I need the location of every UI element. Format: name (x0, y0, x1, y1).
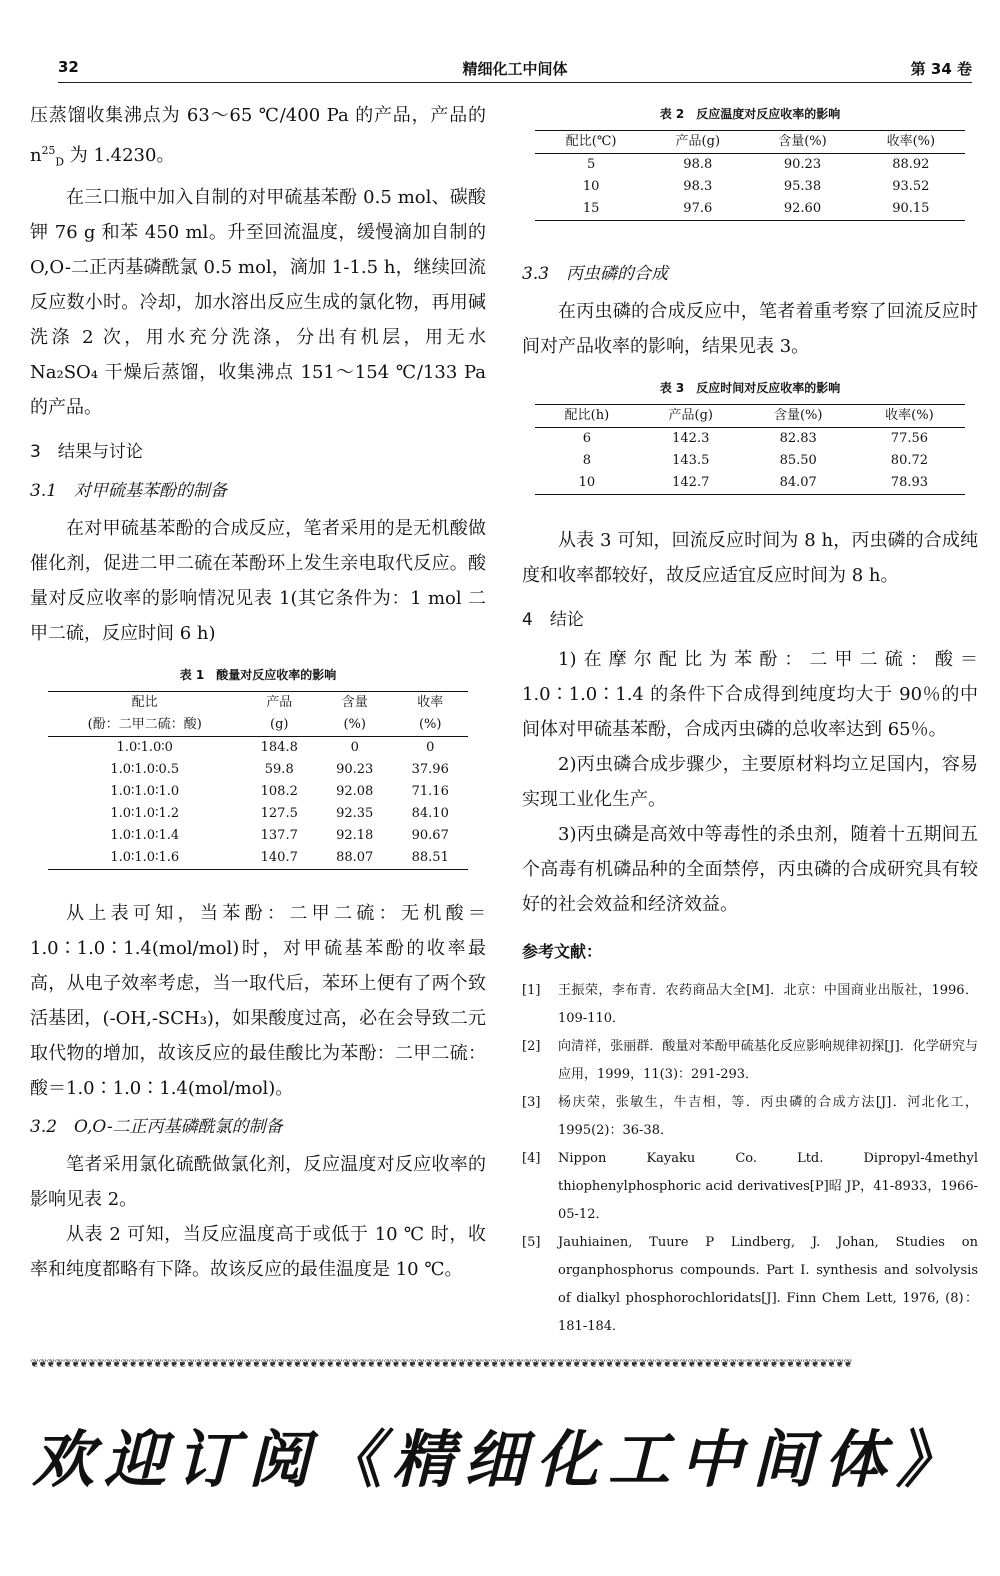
table2-cell: 98.3 (683, 179, 713, 194)
table1-cell: 1.0∶1.0∶0.5 (110, 761, 180, 777)
table3-cell: 82.83 (779, 431, 817, 446)
table1-header-cell: 收率 (392, 691, 468, 714)
table1-cell: 1.0∶1.0∶0 (116, 739, 173, 755)
table1-cell: 84.10 (411, 805, 449, 821)
table3-header-cell: 产品(g) (639, 405, 743, 428)
paragraph-table2-discussion: 从表 2 可知，当反应温度高于或低于 10 ℃ 时，收率和纯度都略有下降。故该反应的最佳温度是 10 ℃。 (30, 1223, 486, 1280)
table2-cell: 97.6 (647, 198, 748, 221)
table3-cell: 142.3 (672, 431, 710, 446)
table2-cell: 95.38 (783, 179, 822, 194)
table3-cell: 77.56 (890, 431, 929, 446)
table1-cell: 88.51 (392, 847, 468, 870)
references-title: 参考文献： (522, 942, 603, 961)
paragraph-reflux-time: 在丙虫磷的合成反应中，笔者着重考察了回流反应时间对产品收率的影响，结果见表 3。 (522, 301, 978, 357)
reference-item (522, 1033, 978, 1089)
table2-row (535, 154, 965, 177)
reference-text: Jauhiainen, Tuure P Lindberg, J. Johan, Studies on organphosphorus compounds. Part I. synthesis and solvolysis of dialkyl phosphorochloridats[J]. Finn Chem Lett, 1976, (8)：181-184． (558, 1235, 978, 1334)
table1-cell: 0 (426, 739, 435, 755)
table2-header-cell: 产品(g) (647, 131, 748, 154)
table2-header-cell: 配比(℃) (535, 131, 647, 154)
table2-cell: 5 (586, 157, 596, 172)
volume-label: 第 34 卷 (910, 60, 972, 78)
table1-header-cell: (%) (317, 714, 392, 737)
references-list (522, 977, 978, 1341)
table2-header-cell: 含量(%) (748, 131, 856, 154)
reference-text: 杨庆荣，张敏生，牛吉相，等．丙虫磷的合成方法[J]．河北化工，1995(2)：36-38． (558, 1095, 978, 1138)
table1 (48, 691, 468, 870)
table2-cell: 90.23 (783, 157, 822, 172)
reference-number: [5] (522, 1235, 541, 1250)
table2-row (535, 198, 965, 221)
table3-row (535, 472, 965, 495)
header-rule (58, 82, 972, 83)
table2-header-cell: 收率(%) (857, 131, 965, 154)
section-heading-3: 3 结果与讨论 (30, 441, 143, 462)
table1-header-row (48, 691, 468, 714)
reference-text: Nippon Kayaku Co. Ltd. Dipropyl-4methyl thiophenylphosphoric acid derivatives[P]昭 JP，41-8933，1966-05-12． (558, 1151, 978, 1222)
table1-row (48, 781, 468, 803)
table3-cell: 6 (582, 431, 592, 446)
table3-cell: 85.50 (779, 453, 817, 468)
table3-row (535, 428, 965, 451)
table2-row (535, 176, 965, 198)
table1-cell: 92.18 (336, 827, 374, 843)
table1-header-cell: (酚：二甲二硫：酸) (48, 714, 242, 737)
paragraph-chlorination: 笔者采用氯化硫酰做氯化剂，反应温度对反应收率的影响见表 2。 (30, 1153, 486, 1210)
table1-header-cell: 配比 (48, 691, 242, 714)
left-column (30, 98, 486, 1287)
table3-header-row (535, 405, 965, 428)
reference-number: [3] (522, 1095, 541, 1110)
table1-cell: 1.0∶1.0∶1.2 (110, 805, 180, 821)
journal-name: 精细化工中间体 (462, 60, 568, 78)
table1-cell: 0 (350, 739, 359, 755)
table1-cell: 88.07 (317, 847, 392, 870)
table1-header-cell: (g) (242, 714, 317, 737)
table3-cell: 84.07 (743, 472, 854, 495)
paragraph-table1-discussion: 从上表可知，当苯酚：二甲二硫：无机酸＝1.0∶1.0∶1.4(mol/mol)时，对甲硫基苯酚的收率最高，从电子效率考虑，当一取代后，苯环上便有了两个致活基团，(-OH,-SCH₃)，如果酸度过高，必在会导致二元取代物的增加，故该反应的最佳酸比为苯酚：二甲二硫：酸＝1.0∶1.0∶1.4(mol/mol)。 (30, 902, 486, 1099)
table1-cell: 90.23 (336, 761, 374, 777)
table3-caption: 表 3 反应时间对反应收率的影响 (659, 381, 841, 395)
table3-cell: 8 (582, 453, 592, 468)
right-column (522, 98, 978, 1341)
subsection-heading-3-2: 3.2 O,O-二正丙基磷酰氯的制备 (30, 1116, 283, 1137)
table2-caption: 表 2 反应温度对反应收率的影响 (659, 107, 841, 121)
reference-number: [1] (522, 983, 541, 998)
table1-header-cell: 含量 (317, 691, 392, 714)
reference-item (522, 1229, 978, 1341)
reference-item (522, 977, 978, 1033)
table1-row (48, 825, 468, 847)
paragraph-table3-discussion: 从表 3 可知，回流反应时间为 8 h，丙虫磷的合成纯度和收率都较好，故反应适宜反应时间为 8 h。 (522, 530, 978, 586)
table1-cell: 92.35 (336, 805, 374, 821)
table1-header-cell: 产品 (242, 691, 317, 714)
table1-cell: 184.8 (260, 739, 298, 755)
table3-header-cell: 收率(%) (854, 405, 965, 428)
table2-cell: 93.52 (892, 179, 930, 194)
table2-cell: 15 (535, 198, 647, 221)
table2 (535, 130, 965, 221)
table3-header-cell: 配比(h) (535, 405, 639, 428)
subscription-banner: 欢迎订阅《精细化工中间体》 (31, 1423, 968, 1496)
table1-row (48, 736, 468, 759)
table3-cell: 142.7 (639, 472, 743, 495)
table1-cell: 1.0∶1.0∶1.6 (48, 847, 242, 870)
paragraph-procedure: 在三口瓶中加入自制的对甲硫基苯酚 0.5 mol、碳酸钾 76 g 和苯 450 ml。升至回流温度，缓慢滴加自制的 O,O-二正丙基磷酰氯 0.5 mol，滴加 1-1.5 h，继续回流反应数小时。冷却，加水溶出反应生成的氯化物，再用碱洗涤 2 次，用水充分洗涤，分出有机层，用无水 Na₂SO₄ 干燥后蒸馏，收集沸点 151～154 ℃/133 Pa 的产品。 (30, 186, 486, 418)
reference-number: [4] (522, 1151, 541, 1166)
table1-cell: 127.5 (260, 805, 298, 821)
table1-cell: 1.0∶1.0∶1.0 (110, 783, 180, 799)
table2-cell: 92.60 (748, 198, 856, 221)
page-number: 32 (58, 58, 79, 76)
table1-row (48, 759, 468, 781)
reference-item (522, 1089, 978, 1145)
table1-cell: 37.96 (411, 761, 449, 777)
reference-number: [2] (522, 1039, 541, 1054)
table2-cell: 10 (582, 179, 600, 194)
reference-item (522, 1145, 978, 1229)
table3-row (535, 450, 965, 472)
table2-cell: 90.15 (857, 198, 965, 221)
paragraph-acid-catalyst: 在对甲硫基苯酚的合成反应，笔者采用的是无机酸做催化剂，促进二甲二硫在苯酚环上发生亲电取代反应。酸量对反应收率的影响情况见表 1(其它条件为：1 mol 二甲二硫，反应时间 6 h) (30, 517, 486, 644)
table2-header-row (535, 131, 965, 154)
table3 (535, 404, 965, 495)
subsection-heading-3-1: 3.1 对甲硫基苯酚的制备 (30, 480, 228, 501)
table2-cell: 98.8 (683, 157, 713, 172)
conclusion-3: 3)丙虫磷是高效中等毒性的杀虫剂，随着十五期间五个高毒有机磷品种的全面禁停，丙虫磷的合成研究具有较好的社会效益和经济效益。 (522, 824, 978, 915)
conclusion-2: 2)丙虫磷合成步骤少，主要原材料均立足国内，容易实现工业化生产。 (522, 754, 978, 810)
table1-cell: 108.2 (260, 783, 298, 799)
table3-header-cell: 含量(%) (743, 405, 854, 428)
subsection-heading-3-3: 3.3 丙虫磷的合成 (522, 264, 669, 284)
table1-cell: 71.16 (411, 783, 449, 799)
table1-cell: 92.08 (336, 783, 374, 799)
table1-cell: 90.67 (411, 827, 449, 843)
table1-header-row (48, 714, 468, 737)
table1-cell: 1.0∶1.0∶1.4 (110, 827, 180, 843)
paragraph-distillation: 压蒸馏收集沸点为 63～65 ℃/400 Pa 的产品，产品的 $n^{25}_D$ 为 1.4230。 (30, 105, 486, 169)
table1-row (48, 803, 468, 825)
table3-cell: 143.5 (672, 453, 710, 468)
table1-cell: 140.7 (242, 847, 317, 870)
reference-text: 王振荣，李布青．农药商品大全[M]．北京：中国商业出版社，1996．109-110． (558, 983, 978, 1026)
table1-row (48, 847, 468, 870)
table3-cell: 78.93 (854, 472, 965, 495)
running-header (58, 54, 972, 80)
conclusion-1: 1)在摩尔配比为苯酚：二甲二硫：酸＝1.0∶1.0∶1.4 的条件下合成得到纯度均大于 90％的中间体对甲硫基苯酚，合成丙虫磷的总收率达到 65％。 (522, 649, 978, 740)
section-heading-4: 4 结论 (522, 610, 584, 630)
reference-text: 向清祥，张丽群．酸量对苯酚甲硫基化反应影响规律初探[J]．化学研究与应用，1999，11(3)：291-293． (558, 1039, 978, 1082)
table2-cell: 88.92 (892, 157, 930, 172)
table1-cell: 137.7 (260, 827, 298, 843)
table1-header-cell: (%) (392, 714, 468, 737)
table3-cell: 10 (535, 472, 639, 495)
table3-cell: 80.72 (890, 453, 929, 468)
decorative-divider: ❦❦❦❦❦❦❦❦❦❦❦❦❦❦❦❦❦❦❦❦❦❦❦❦❦❦❦❦❦❦❦❦❦❦❦❦❦❦❦❦❦❦❦❦❦❦❦❦❦❦❦❦❦❦❦❦❦❦❦❦❦❦❦❦❦❦❦❦❦❦❦❦❦❦❦❦❦❦❦❦❦❦❦❦❦❦❦❦❦❦❦❦❦❦❦❦❦❦❦❦ (30, 1358, 852, 1370)
table1-caption: 表 1 酸量对反应收率的影响 (179, 667, 337, 682)
table1-cell: 59.8 (264, 761, 294, 777)
